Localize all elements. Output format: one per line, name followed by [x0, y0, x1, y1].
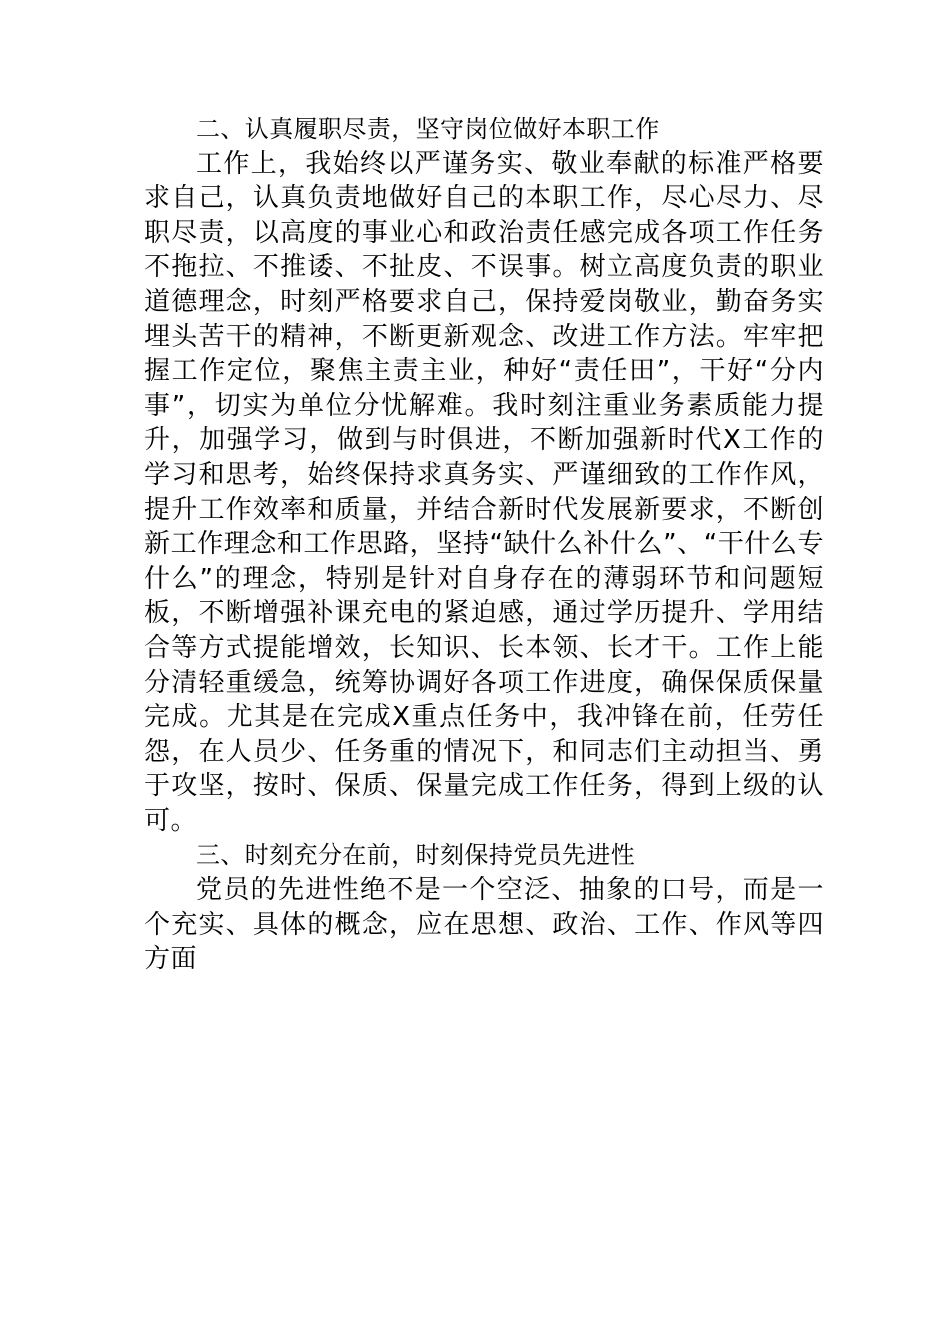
section-paragraph-2: 工作上，我始终以严谨务实、敬业奉献的标准严格要求自己，认真负责地做好自己的本职工作，尽心尽力、尽职尽责，以高度的事业心和政治责任感完成各项工作任务不拖拉、不推诿、不扯皮、不误事。树立高度负责的职业道德理念，时刻严格要求自己，保持爱岗敬业，勤奋务实埋头苦干的精神，不断更新观念、改进工作方法。牢牢把握工作定位，聚焦主责主业，种好“责任田”，干好“分内事”，切实为单位分忧解难。我时刻注重业务素质能力提升，加强学习，做到与时俱进，不断加强新时代X工作的学习和思考，始终保持求真务实、严谨细致的工作作风，提升工作效率和质量，并结合新时代发展新要求，不断创新工作理念和工作思路，坚持“缺什么补什么”、“干什么专什么”的理念，特别是针对自身存在的薄弱环节和问题短板，不断增强补课充电的紧迫感，通过学历提升、学用结合等方式提能增效，长知识、长本领、长才干。工作上能分清轻重缓急，统筹协调好各项工作进度，确保保质保量完成。尤其是在完成X重点任务中，我冲锋在前，任劳任怨，在人员少、任务重的情况下，和同志们主动担当、勇于攻坚，按时、保质、保量完成工作任务，得到上级的认可。: [144, 148, 824, 836]
document-page: [144, 112, 824, 977]
section-heading-2: 二、认真履职尽责，坚守岗位做好本职工作: [196, 115, 660, 143]
section-heading-3: 三、时刻充分在前，时刻保持党员先进性: [196, 841, 636, 870]
section-paragraph-3: 党员的先进性绝不是一个空泛、抽象的口号，而是一个充实、具体的概念，应在思想、政治、工作、作风等四方面: [144, 875, 824, 975]
